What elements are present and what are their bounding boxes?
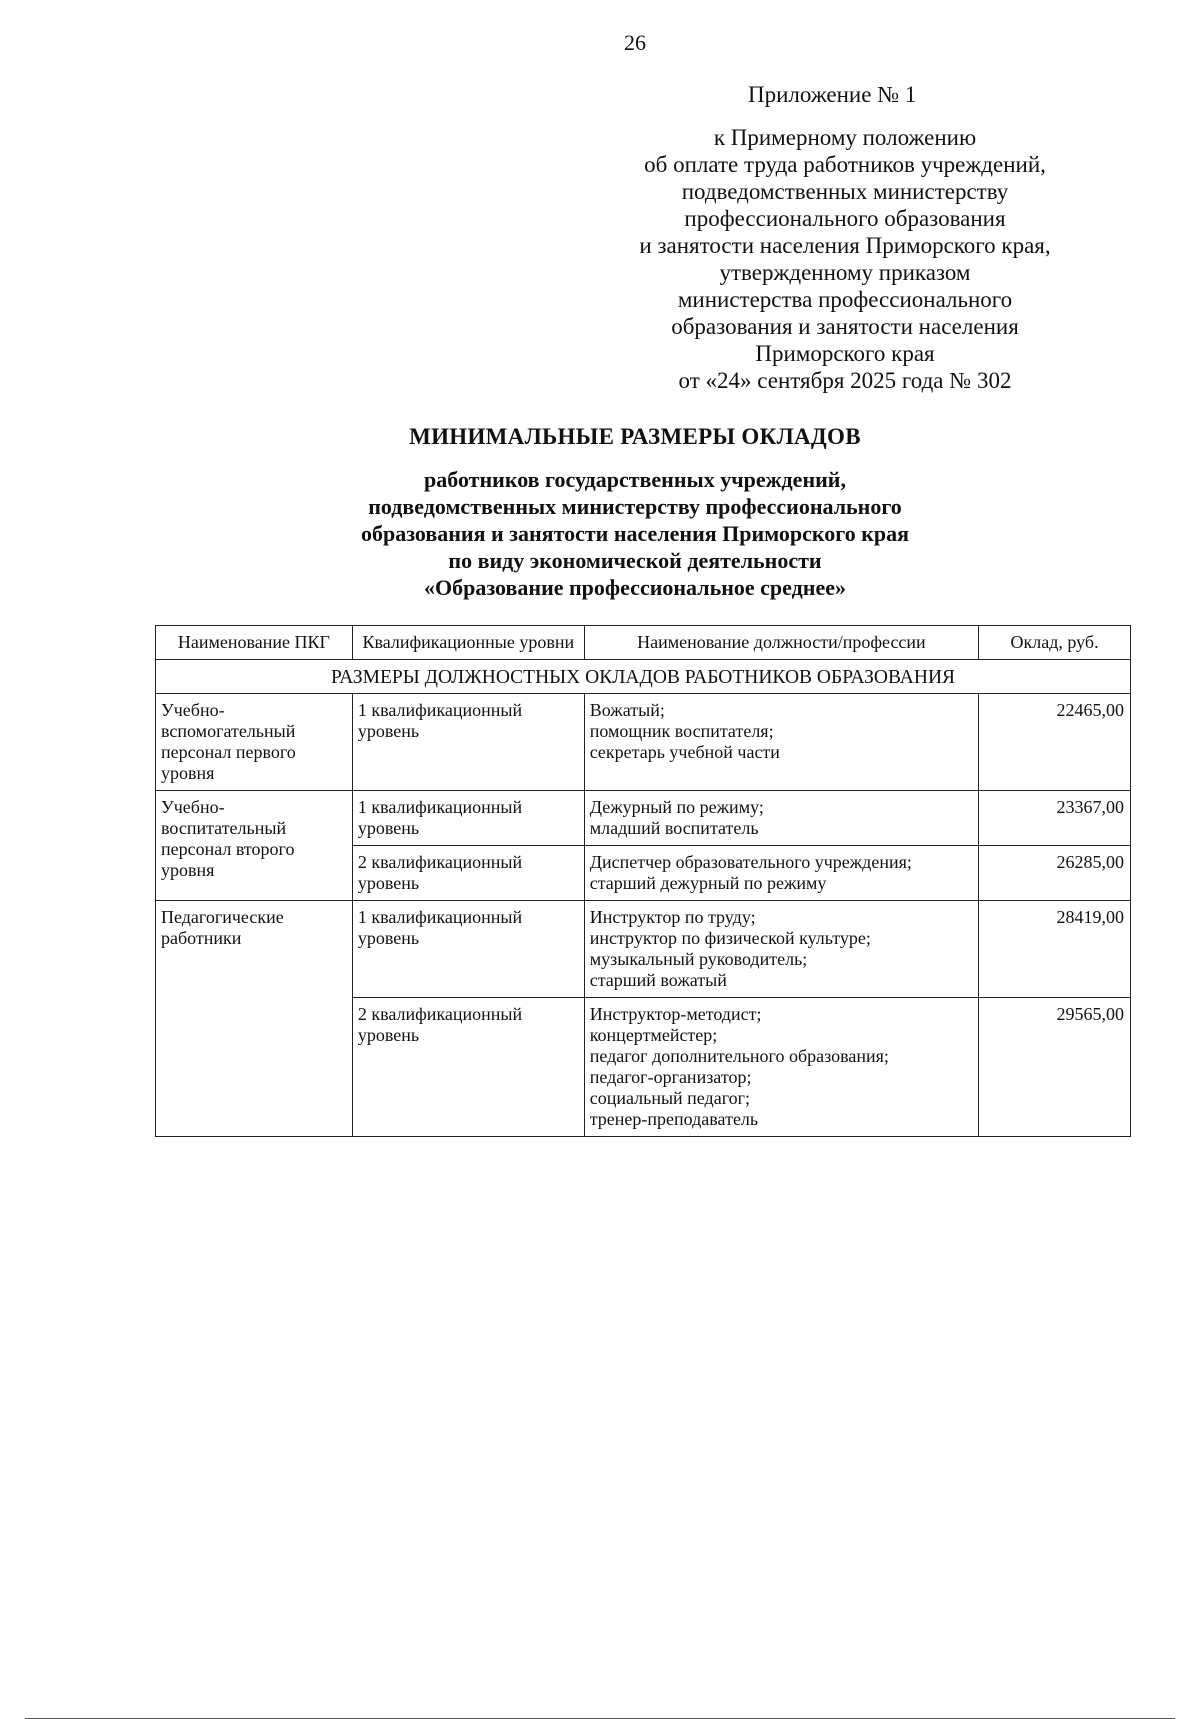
appendix-line: Приморского края — [755, 341, 935, 366]
table-row — [156, 694, 1131, 791]
appendix-line: профессионального образования — [684, 206, 1006, 231]
subtitle-line: подведомственных министерству профессионального — [368, 494, 902, 519]
salary-table — [155, 625, 1131, 1137]
salary-cell: 28419,00 — [979, 901, 1131, 998]
header-pkg: Наименование ПКГ — [156, 626, 353, 660]
appendix-line: к Примерному положению — [713, 125, 977, 150]
appendix-line: от «24» сентября 2025 года № 302 — [678, 368, 1012, 393]
subtitle-line: образования и занятости населения Приморского края — [360, 521, 910, 546]
level-cell: 1 квалификационный уровень — [352, 694, 584, 791]
table-row — [156, 901, 1131, 998]
section-row — [156, 660, 1131, 694]
appendix-line: министерства профессионального — [677, 287, 1013, 312]
level-cell: 2 квалификационный уровень — [352, 998, 584, 1137]
appendix-line: подведомственных министерству — [681, 179, 1009, 204]
positions-cell: Инструктор по труду; инструктор по физической культуре; музыкальный руководитель; старший вожатый — [584, 901, 978, 998]
salary-cell: 23367,00 — [979, 791, 1131, 846]
page-number: 26 — [624, 30, 646, 55]
table-row — [156, 791, 1131, 846]
header-levels: Квалификационные уровни — [352, 626, 584, 660]
salary-cell: 22465,00 — [979, 694, 1131, 791]
level-cell: 1 квалификационный уровень — [352, 901, 584, 998]
positions-cell: Инструктор-методист; концертмейстер; педагог дополнительного образования; педагог-организатор; социальный педагог; тренер-преподаватель — [584, 998, 978, 1137]
appendix-line: образования и занятости населения — [671, 314, 1019, 339]
level-cell: 1 квалификационный уровень — [352, 791, 584, 846]
document-subtitle — [0, 466, 1200, 601]
section-title: РАЗМЕРЫ ДОЛЖНОСТНЫХ ОКЛАДОВ РАБОТНИКОВ ОБРАЗОВАНИЯ — [156, 660, 1131, 694]
positions-cell: Дежурный по режиму; младший воспитатель — [584, 791, 978, 846]
positions-cell: Диспетчер образовательного учреждения; старший дежурный по режиму — [584, 846, 978, 901]
appendix-line: и занятости населения Приморского края, — [639, 233, 1051, 258]
salary-cell: 29565,00 — [979, 998, 1131, 1137]
positions-cell: Вожатый; помощник воспитателя; секретарь учебной части — [584, 694, 978, 791]
appendix-title: Приложение № 1 — [748, 82, 917, 107]
header-positions: Наименование должности/профессии — [584, 626, 978, 660]
level-cell: 2 квалификационный уровень — [352, 846, 584, 901]
appendix-line: утвержденному приказом — [719, 260, 971, 285]
pkg-cell: Учебно-вспомогательный персонал первого уровня — [156, 694, 353, 791]
subtitle-line: работников государственных учреждений, — [424, 467, 846, 492]
subtitle-line: «Образование профессиональное среднее» — [424, 575, 846, 600]
appendix-line: об оплате труда работников учреждений, — [644, 152, 1046, 177]
salary-cell: 26285,00 — [979, 846, 1131, 901]
table-header-row — [156, 626, 1131, 660]
document-title: МИНИМАЛЬНЫЕ РАЗМЕРЫ ОКЛАДОВ — [409, 424, 861, 449]
pkg-cell: Педагогические работники — [156, 901, 353, 1137]
appendix-block — [600, 124, 1090, 394]
header-salary: Оклад, руб. — [979, 626, 1131, 660]
subtitle-line: по виду экономической деятельности — [448, 548, 822, 573]
pkg-cell: Учебно-воспитательный персонал второго уровня — [156, 791, 353, 901]
